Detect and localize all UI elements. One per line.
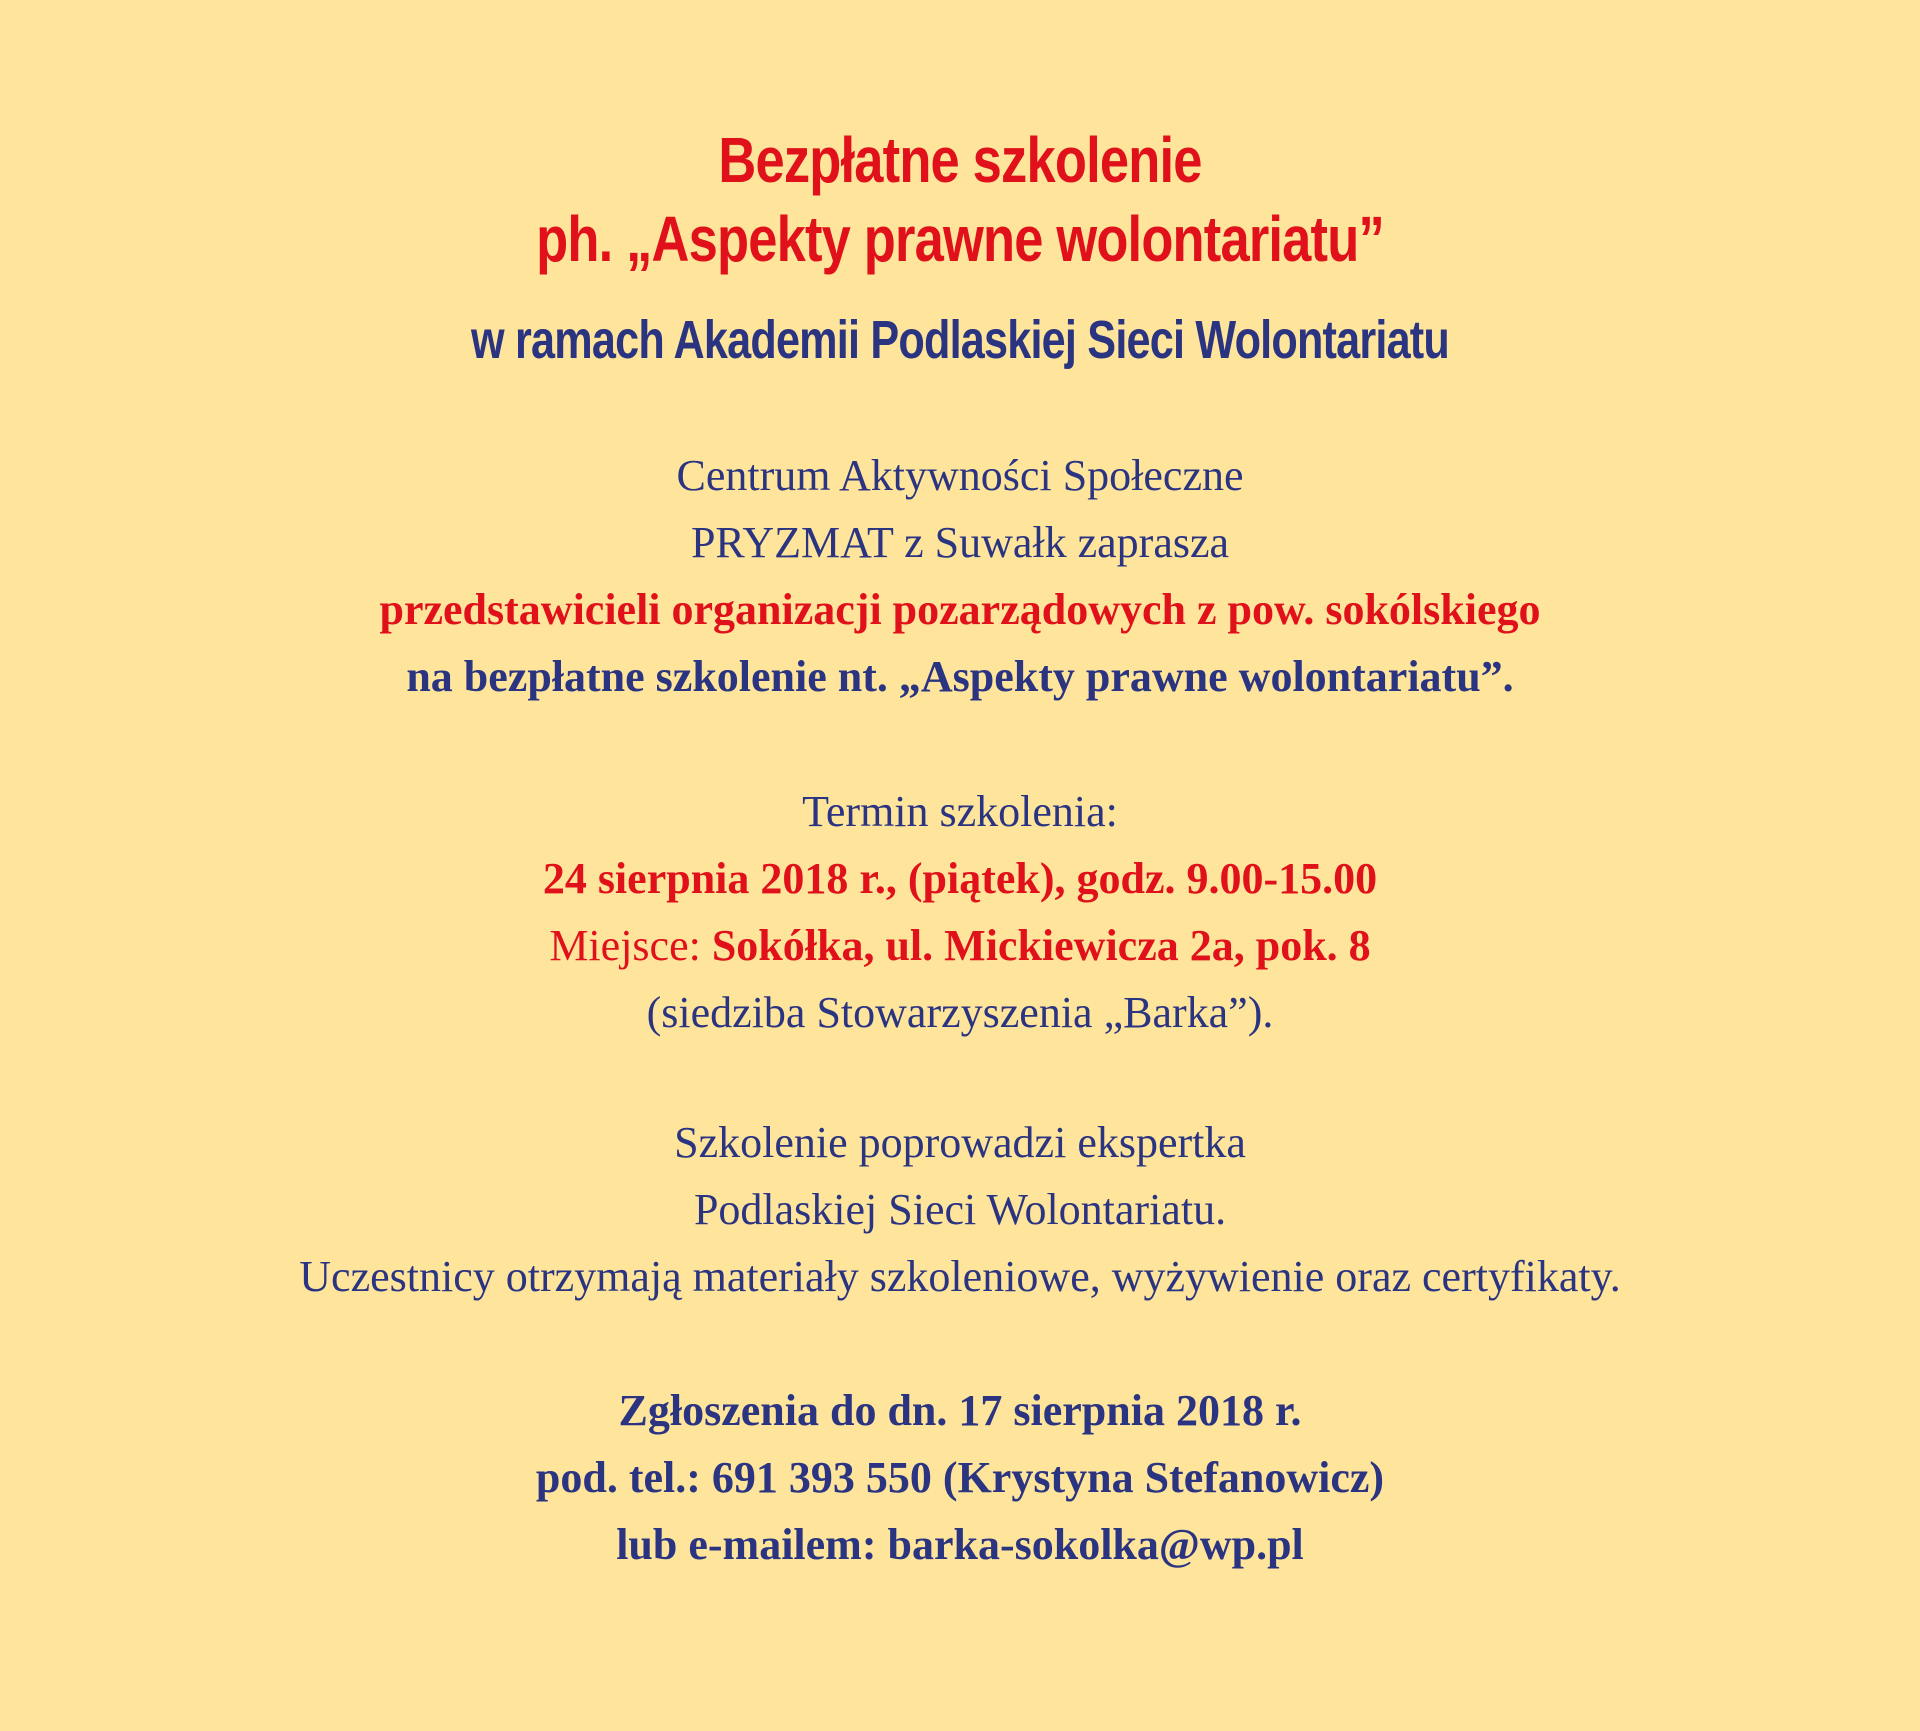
place-label: Miejsce: [549,921,712,970]
registration-phone: pod. tel.: 691 393 550 (Krystyna Stefanowicz) [535,1453,1385,1502]
intro-line-2: PRYZMAT z Suwałk zaprasza [690,518,1230,567]
trainer-line-2: Podlaskiej Sieci Wolontariatu. [693,1185,1227,1234]
intro-line-3: przedstawicieli organizacji pozarządowych z pow. sokólskiego [379,585,1541,634]
place-note: (siedziba Stowarzyszenia „Barka”). [646,988,1274,1037]
intro-line-1: Centrum Aktywności Społeczne [676,451,1244,500]
intro-line-4: na bezpłatne szkolenie nt. „Aspekty prawne wolontariatu”. [406,652,1514,701]
term-label: Termin szkolenia: [802,787,1118,836]
term-value: 24 sierpnia 2018 r., (piątek), godz. 9.00-15.00 [542,854,1378,903]
title-line-2: ph. „Aspekty prawne wolontariatu” [536,203,1384,275]
title-line-1: Bezpłatne szkolenie [718,124,1202,196]
registration-line-1: Zgłoszenia do dn. 17 sierpnia 2018 r. [618,1386,1302,1435]
trainer-line-3: Uczestnicy otrzymają materiały szkoleniowe, wyżywienie oraz certyfikaty. [299,1252,1621,1301]
subtitle-line: w ramach Akademii Podlaskiej Sieci Wolontariatu [471,310,1449,370]
place-value: Sokółka, ul. Mickiewicza 2a, pok. 8 [711,921,1371,970]
trainer-line-1: Szkolenie poprowadzi ekspertka [674,1118,1246,1167]
place-line [0,921,1920,970]
registration-email: lub e-mailem: barka-sokolka@wp.pl [616,1520,1304,1569]
